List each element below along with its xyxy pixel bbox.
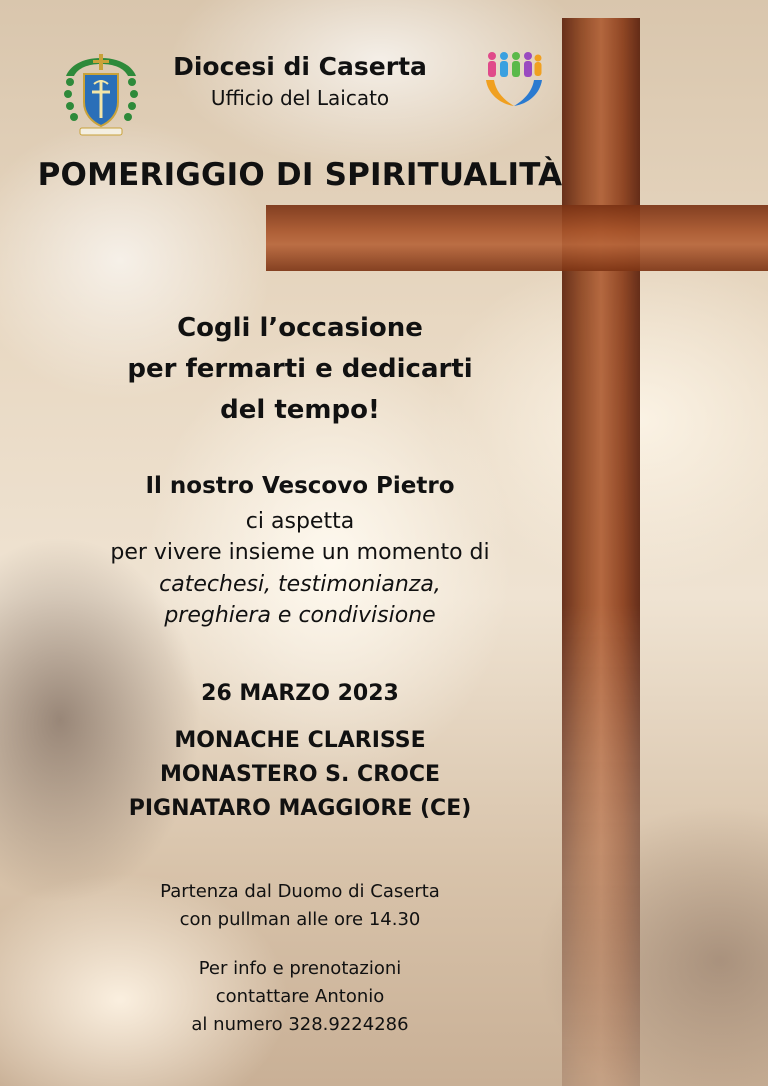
tagline [80,308,520,431]
bishop-line: Il nostro Vescovo Pietro [145,473,455,499]
location-line: PIGNATARO MAGGIORE (CE) [128,796,472,821]
tagline-line: Cogli l’occasione [177,313,423,343]
contact-info [80,955,520,1039]
event-location [60,724,540,826]
travel-info [80,878,520,934]
office-subtitle: Ufficio del Laicato [210,86,390,110]
invite-line: ci aspetta [245,509,355,534]
contact-line: al numero 328.9224286 [191,1014,409,1035]
activities-line: preghiera e condivisione [164,603,436,628]
contact-line: contattare Antonio [215,986,385,1007]
location-line: MONASTERO S. CROCE [159,762,441,787]
tagline-line: per fermarti e dedicarti [127,354,473,384]
location-line: MONACHE CLARISSE [174,728,426,753]
contact-line: Per info e prenotazioni [198,958,402,979]
event-date: 26 MARZO 2023 [201,681,399,706]
activities-line: catechesi, testimonianza, [159,572,441,597]
coat-of-arms-icon [62,52,140,138]
invite-line: per vivere insieme un momento di [110,540,490,565]
people-hands-icon [482,48,546,110]
invite-text [40,506,560,568]
tagline-line: del tempo! [220,395,380,425]
travel-line: con pullman alle ore 14.30 [179,909,421,930]
travel-line: Partenza dal Duomo di Caserta [160,881,440,902]
activities-text [40,569,560,631]
diocese-title: Diocesi di Caserta [173,52,427,81]
event-title: POMERIGGIO DI SPIRITUALITÀ [37,157,563,193]
